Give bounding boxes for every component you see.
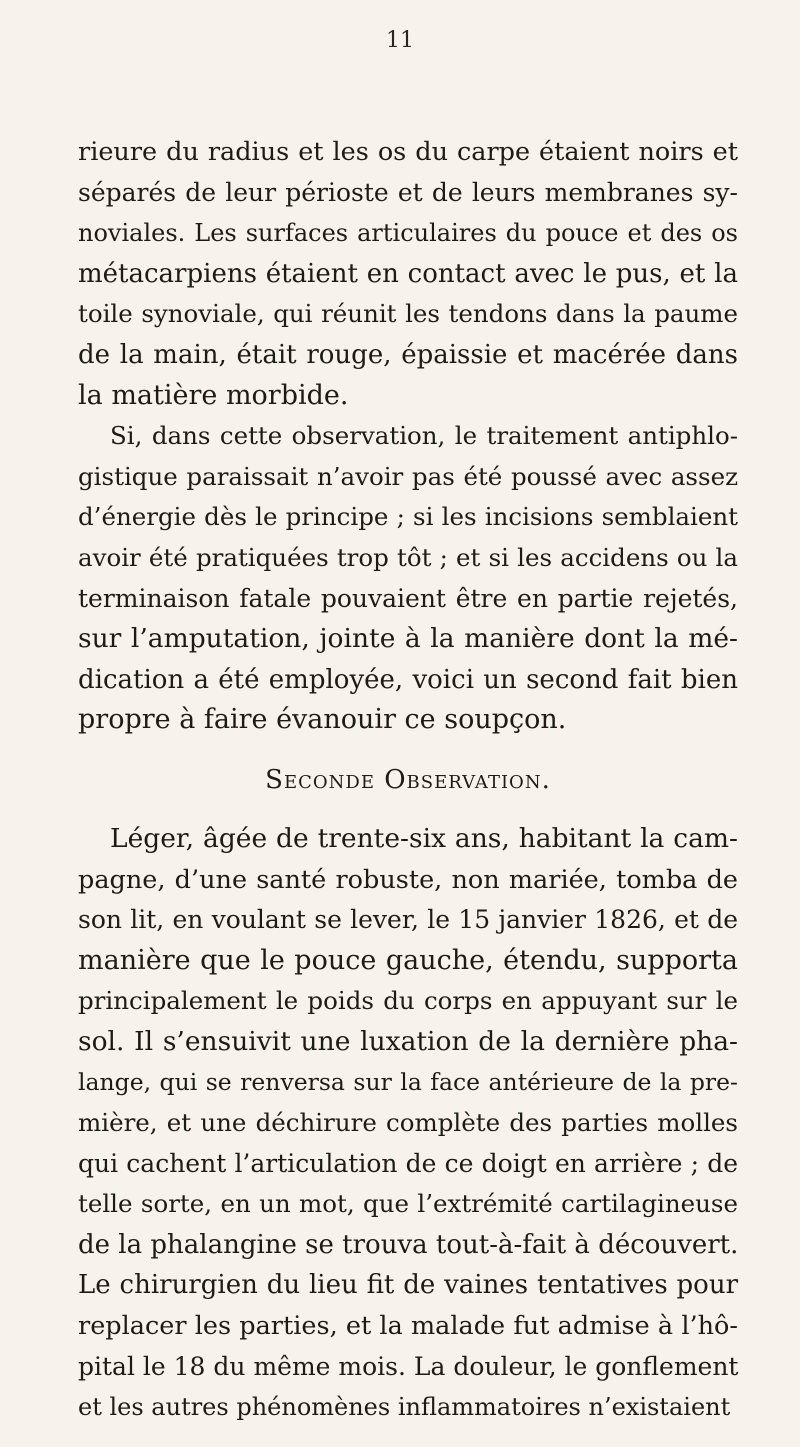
paragraph-3	[78, 819, 738, 1428]
paragraph-1	[78, 132, 738, 416]
text-line: replacer les parties, et la malade fut admise à l’hô-	[78, 1311, 738, 1342]
text-line: manière que le pouce gauche, étendu, supporta	[78, 944, 738, 976]
paragraph-2	[78, 416, 738, 741]
text-line: noviales. Les surfaces articulaires du pouce et des os	[78, 219, 738, 248]
section-heading: Seconde Observation.	[265, 764, 551, 795]
text-line: sur l’amputation, jointe à la manière dont la mé-	[78, 623, 738, 655]
text-line: avoir été pratiquées trop tôt ; et si les accidens ou la	[78, 542, 738, 572]
text-line: la matière morbide.	[78, 379, 349, 411]
text-line: lange, qui se renversa sur la face antérieure de la pre-	[78, 1068, 738, 1097]
text-line: qui cachent l’articulation de ce doigt en arrière ; de	[78, 1148, 738, 1178]
text-line: et les autres phénomènes inflammatoires n’existaient	[78, 1393, 731, 1422]
text-line: propre à faire évanouir ce soupçon.	[78, 704, 567, 736]
text-line: sol. Il s’ensuivit une luxation de la dernière pha-	[78, 1025, 738, 1057]
text-line: de la main, était rouge, épaissie et macérée dans	[78, 339, 738, 370]
text-line: pital le 18 du même mois. La douleur, le gonflement	[78, 1351, 739, 1381]
body-text	[78, 132, 738, 1428]
text-line: principalement le poids du corps en appuyant sur le	[78, 986, 738, 1016]
text-line: rieure du radius et les os du carpe étaient noirs et	[78, 137, 738, 167]
text-line: Léger, âgée de trente-six ans, habitant la cam-	[110, 822, 738, 854]
text-line: d’énergie dès le principe ; si les incisions semblaient	[78, 502, 738, 532]
text-line: dication a été employée, voici un second fait bien	[78, 664, 738, 695]
text-line: son lit, en voulant se lever, le 15 janvier 1826, et de	[78, 905, 738, 935]
text-line: séparés de leur périoste et de leurs membranes sy-	[78, 177, 738, 207]
text-line: toile synoviale, qui réunit les tendons dans la paume	[78, 299, 738, 329]
text-line: terminaison fatale pouvaient être en partie rejetés,	[78, 583, 738, 613]
page-number: 11	[386, 28, 414, 53]
text-line: métacarpiens étaient en contact avec le pus, et la	[78, 258, 738, 289]
text-line: de la phalangine se trouva tout-à-fait à découvert.	[78, 1229, 739, 1260]
text-line: telle sorte, en un mot, que l’extrémité cartilagineuse	[78, 1189, 738, 1219]
text-line: gistique paraissait n’avoir pas été poussé avec assez	[78, 461, 738, 491]
text-line: mière, et une déchirure complète des parties molles	[78, 1108, 738, 1138]
text-line: pagne, d’une santé robuste, non mariée, tomba de	[78, 864, 738, 895]
text-line: Si, dans cette observation, le traitement antiphlo-	[110, 421, 738, 451]
text-line: Le chirurgien du lieu fit de vaines tentatives pour	[78, 1270, 738, 1301]
